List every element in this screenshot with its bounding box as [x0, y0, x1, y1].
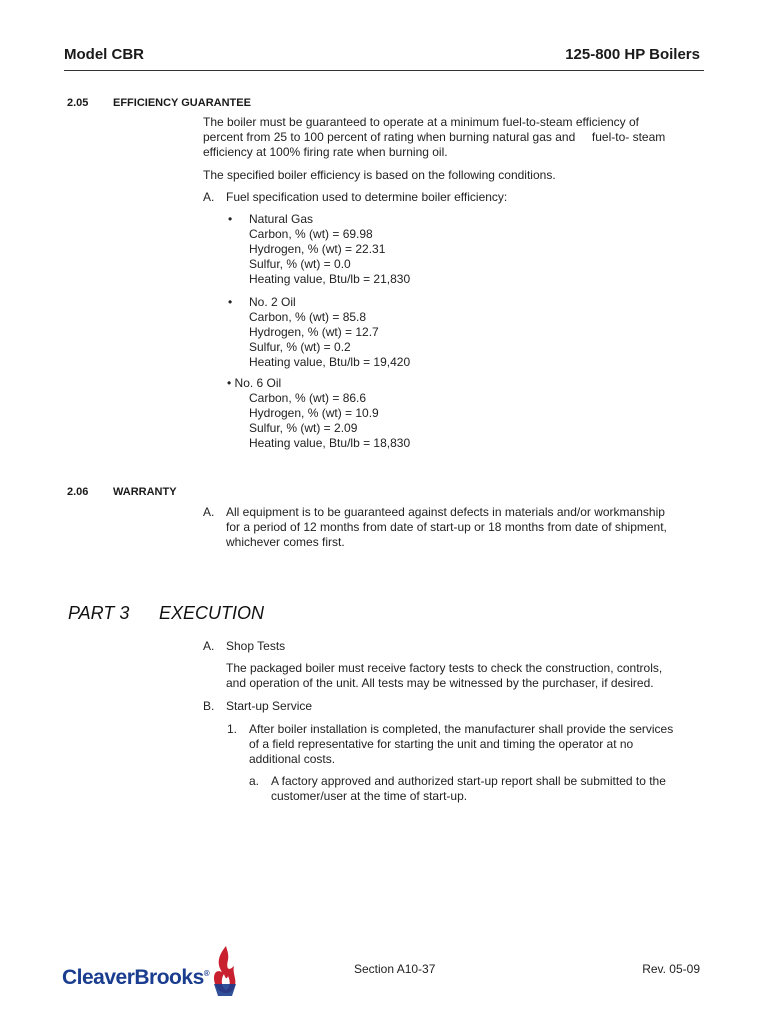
header-rule: [64, 70, 704, 71]
fuel-spec-line: Heating value, Btu/lb = 18,830: [249, 436, 411, 450]
cleaver-brooks-logo: [62, 944, 242, 1000]
item-a-letter: A.: [203, 190, 215, 204]
startup-item-a-text: [271, 774, 666, 804]
startup-letter: B.: [203, 699, 215, 713]
startup-item-1-text: [249, 722, 673, 767]
fuel-spec-line: Sulfur, % (wt) = 2.09: [249, 421, 358, 435]
bullet: •: [228, 295, 233, 309]
efficiency-paragraph: [203, 115, 665, 160]
part-title: EXECUTION: [159, 603, 265, 623]
shop-tests-line: and operation of the unit. All tests may be witnessed by the purchaser, if desired.: [226, 676, 654, 690]
conditions-paragraph: The specified boiler efficiency is based on the following conditions.: [203, 168, 556, 182]
startup-item-1-num: 1.: [227, 722, 238, 736]
bullet: •: [228, 212, 233, 226]
fuel-no6-oil: [249, 391, 410, 451]
fuel-no6-name: • No. 6 Oil: [227, 376, 282, 390]
shop-tests-text: [226, 661, 662, 691]
shop-tests-line: The packaged boiler must receive factory tests to check the construction, controls,: [226, 661, 663, 675]
section-number-2-06: 2.06: [67, 486, 89, 498]
warranty-line: whichever comes first.: [226, 535, 345, 549]
warranty-line: All equipment is to be guaranteed against defects in materials and/or workmanship: [226, 505, 665, 519]
flame-icon: [210, 944, 240, 998]
fuel-spec-line: Carbon, % (wt) = 69.98: [249, 227, 373, 241]
startup-title: Start-up Service: [226, 699, 313, 713]
fuel-name: Natural Gas: [249, 212, 314, 226]
efficiency-line: percent from 25 to 100 percent of rating when burning natural gas and fuel-to- steam: [203, 130, 666, 144]
fuel-spec-line: Hydrogen, % (wt) = 12.7: [249, 325, 379, 339]
fuel-natural-gas: [249, 212, 410, 287]
warranty-line: for a period of 12 months from date of start-up or 18 months from date of shipment,: [226, 520, 667, 534]
fuel-spec-line: Sulfur, % (wt) = 0.2: [249, 340, 351, 354]
startup-report-line: customer/user at the time of start-up.: [271, 789, 468, 803]
part-label: PART 3: [68, 603, 130, 623]
fuel-spec-line: Hydrogen, % (wt) = 22.31: [249, 242, 386, 256]
efficiency-line: efficiency at 100% firing rate when burning oil.: [203, 145, 448, 159]
item-a-text: Fuel specification used to determine boiler efficiency:: [226, 190, 508, 204]
header-title: 125-800 HP Boilers: [565, 46, 700, 63]
startup-report-line: A factory approved and authorized start-up report shall be submitted to the: [271, 774, 666, 788]
logo-registered-mark: ®: [203, 969, 210, 978]
section-number-2-05: 2.05: [67, 97, 89, 109]
fuel-spec-line: Heating value, Btu/lb = 19,420: [249, 355, 411, 369]
startup-line: additional costs.: [249, 752, 336, 766]
header-model: Model CBR: [64, 46, 144, 63]
shop-tests-title: Shop Tests: [226, 639, 286, 653]
section-title-efficiency: EFFICIENCY GUARANTEE: [113, 97, 251, 109]
warranty-letter: A.: [203, 505, 215, 519]
logo-wordmark: [62, 966, 209, 990]
fuel-spec-line: Carbon, % (wt) = 85.8: [249, 310, 367, 324]
fuel-spec-line: Hydrogen, % (wt) = 10.9: [249, 406, 379, 420]
shop-tests-letter: A.: [203, 639, 215, 653]
footer-revision: Rev. 05-09: [642, 962, 700, 976]
section-title-warranty: WARRANTY: [113, 486, 177, 498]
startup-line: of a field representative for starting the unit and timing the operator at no: [249, 737, 634, 751]
efficiency-line: The boiler must be guaranteed to operate at a minimum fuel-to-steam efficiency of: [203, 115, 640, 129]
fuel-spec-line: Carbon, % (wt) = 86.6: [249, 391, 367, 405]
logo-word-cleaver: Cleaver: [62, 966, 135, 989]
warranty-text: [226, 505, 667, 550]
startup-line: After boiler installation is completed, the manufacturer shall provide the services: [249, 722, 674, 736]
fuel-spec-line: Sulfur, % (wt) = 0.0: [249, 257, 351, 271]
footer-section: Section A10-37: [354, 962, 436, 976]
fuel-no2-oil: [249, 295, 410, 370]
startup-item-a-letter: a.: [249, 774, 260, 788]
fuel-name: No. 2 Oil: [249, 295, 296, 309]
logo-word-brooks: Brooks: [134, 966, 204, 989]
fuel-spec-line: Heating value, Btu/lb = 21,830: [249, 272, 411, 286]
